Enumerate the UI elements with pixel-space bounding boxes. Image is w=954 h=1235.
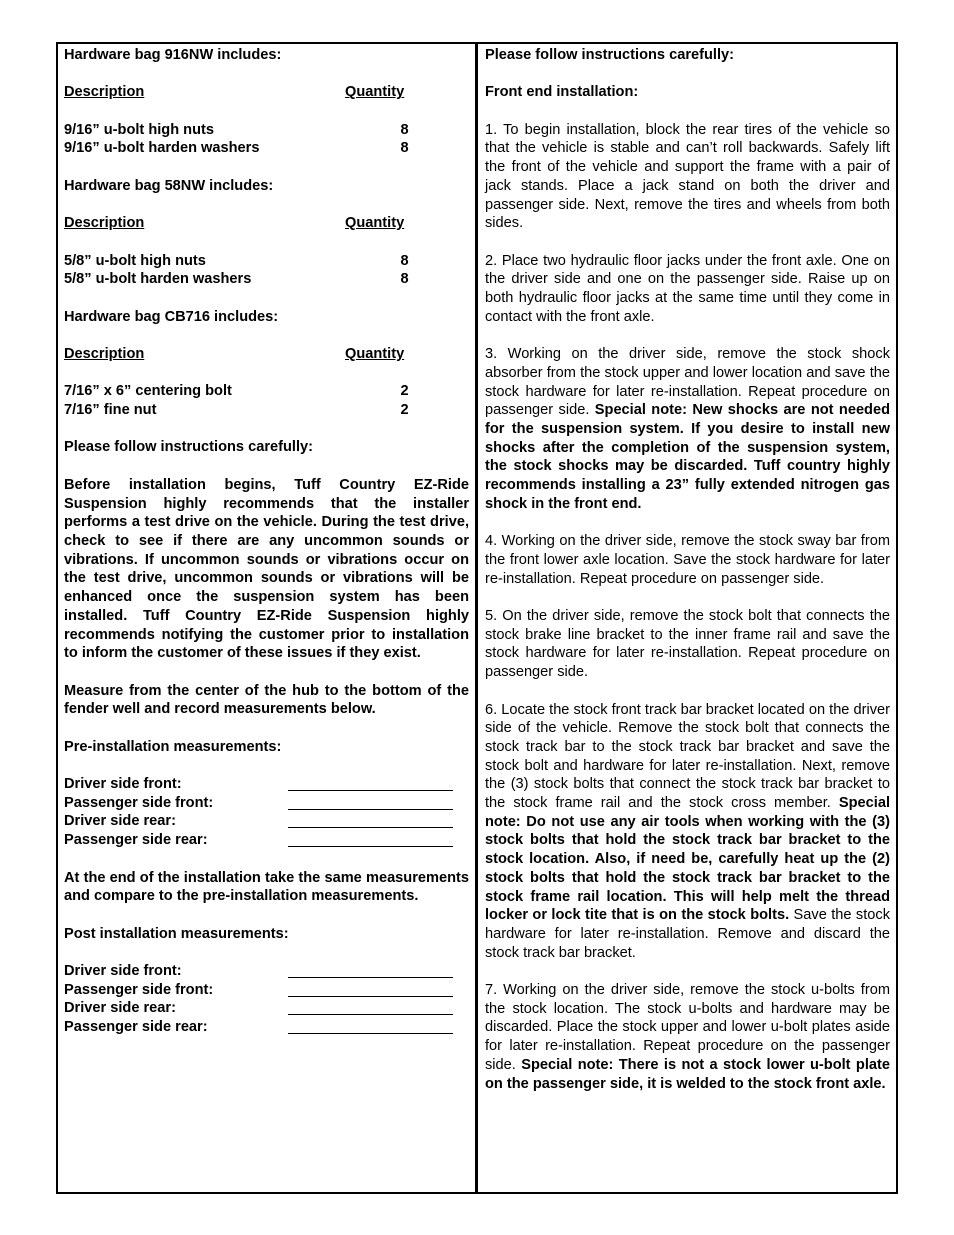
list-item: 7/16” fine nut 2 bbox=[64, 402, 409, 419]
step-3: 3. Working on the driver side, remove the stock shock absorber from the stock upper and lower location and save the stock hardware for later re-installation. Repeat procedure on passenger side. Special note: New shocks are not needed for the suspension system. If you desire to install new shocks after the completion of the suspension system, the stock shocks may be discarded. Tuff country highly recommends installing a 23” fully extended nitrogen gas shock in the front end. bbox=[485, 346, 890, 512]
follow-instructions-right: Please follow instructions carefully: bbox=[485, 47, 734, 63]
list-item: 9/16” u-bolt high nuts 8 bbox=[64, 121, 409, 138]
bag3-header: Description Quantity bbox=[64, 346, 405, 363]
measurement-field: Driver side front: bbox=[64, 962, 469, 981]
follow-instructions: Please follow instructions carefully: bbox=[64, 439, 313, 456]
step-2: 2. Place two hydraulic floor jacks under the front axle. One on the driver side and one on the passenger side. Raise up on both hydraulic floor jacks at the same time until they come in contact with the front axle. bbox=[485, 252, 890, 325]
bag2-title: Hardware bag 58NW includes: bbox=[64, 177, 274, 194]
list-item: 5/8” u-bolt harden washers 8 bbox=[64, 271, 409, 288]
list-item: 7/16” x 6” centering bolt 2 bbox=[64, 383, 409, 400]
blank-line[interactable] bbox=[288, 996, 453, 997]
measurement-field: Passenger side front: bbox=[64, 794, 469, 813]
measurement-field: Driver side rear: bbox=[64, 812, 469, 831]
blank-line[interactable] bbox=[288, 790, 453, 791]
pre-installation-title: Pre-installation measurements: bbox=[64, 738, 282, 755]
measurement-field: Passenger side front: bbox=[64, 981, 469, 1000]
blank-line[interactable] bbox=[288, 1033, 453, 1034]
blank-line[interactable] bbox=[288, 809, 453, 810]
step-6-special-note: Special note: Do not use any air tools when working with the (3) stock bolts that hold the stock track bar bracket to the stock location. Also, if need be, carefully heat up the (2) stock bolts that hold the stock track bar bracket to the stock frame rail location. This will help melt the thread locker or lock tite that is on the stock bolts. bbox=[485, 795, 890, 924]
blank-line[interactable] bbox=[288, 827, 453, 828]
bag1-desc-header: Description bbox=[64, 84, 145, 101]
bag3-title: Hardware bag CB716 includes: bbox=[64, 308, 279, 325]
right-column bbox=[485, 46, 890, 1093]
front-end-title: Front end installation: bbox=[485, 84, 639, 101]
step-1: 1. To begin installation, block the rear tires of the vehicle so that the vehicle is stable and can’t roll backwards. Safely lift the front of the vehicle and support the frame with a pair of jack stands. Place a jack stand on both the driver and passenger side. Next, remove the tires and wheels from both sides. bbox=[485, 121, 890, 232]
blank-line[interactable] bbox=[288, 1014, 453, 1015]
list-item: 5/8” u-bolt high nuts 8 bbox=[64, 252, 409, 269]
measure-paragraph: Measure from the center of the hub to the bottom of the fender well and record measurements below. bbox=[64, 682, 469, 718]
step-4: 4. Working on the driver side, remove the stock sway bar from the front lower axle location. Save the stock hardware for later re-installation. Repeat procedure on passenger side. bbox=[485, 533, 890, 587]
list-item: 9/16” u-bolt harden washers 8 bbox=[64, 140, 409, 157]
before-installation-paragraph: Before installation begins, Tuff Country EZ-Ride Suspension highly recommends that the installer performs a test drive on the vehicle. During the test drive, check to see if there are any uncommon sounds or vibrations. If uncommon sounds or vibrations occur on the test drive, uncommon sounds or vibrations will be enhanced once the suspension system has been installed. Tuff Country EZ-Ride Suspension highly recommends notifying the customer prior to installation to inform the customer of these issues if they exist. bbox=[64, 476, 469, 662]
step-6: 6. Locate the stock front track bar bracket located on the driver side of the vehicle. Remove the stock bolt that connects the stock track bar to the stock track bar bracket and save the stock bolt and hardware for later re-installation. Next, remove the (3) stock bolts that connect the stock track bar bracket to the stock frame rail and the stock cross member. Special note: Do not use any air tools when working with the (3) stock bolts that hold the stock track bar bracket to the stock location. Also, if need be, carefully heat up the (2) stock bolts that hold the stock track bar bracket to the stock frame rail location. This will help melt the thread locker or lock tite that is on the stock bolts. Save the stock hardware for later re-installation. Remove and discard the stock track bar bracket. bbox=[485, 701, 890, 961]
measurement-field: Passenger side rear: bbox=[64, 1018, 469, 1037]
bag2-header: Description Quantity bbox=[64, 215, 405, 232]
column-divider bbox=[475, 42, 478, 1194]
step-3-special-note: Special note: New shocks are not needed for the suspension system. If you desire to install new shocks after the completion of the suspension system, the stock shocks may be discarded. Tuff country highly recommends installing a 23” fully extended nitrogen gas shock in the front end. bbox=[485, 402, 890, 512]
measurement-field: Passenger side rear: bbox=[64, 831, 469, 850]
end-installation-paragraph: At the end of the installation take the same measurements and compare to the pre-installation measurements. bbox=[64, 869, 469, 905]
step-5: 5. On the driver side, remove the stock bolt that connects the stock brake line bracket to the inner frame rail and save the stock hardware for later re-installation. Repeat procedure on passenger side. bbox=[485, 608, 890, 681]
blank-line[interactable] bbox=[288, 846, 453, 847]
left-column bbox=[64, 46, 469, 1037]
measurement-field: Driver side front: bbox=[64, 775, 469, 794]
bag1-title: Hardware bag 916NW includes: bbox=[64, 47, 282, 63]
measurement-field: Driver side rear: bbox=[64, 999, 469, 1018]
step-7: 7. Working on the driver side, remove the stock u-bolts from the stock location. The stock u-bolts and hardware may be discarded. Place the stock upper and lower u-bolt plates aside for later re-installation. Repeat procedure on the passenger side. Special note: There is not a stock lower u-bolt plate on the passenger side, it is welded to the stock front axle. bbox=[485, 982, 890, 1092]
step-7-special-note: Special note: There is not a stock lower u-bolt plate on the passenger side, it is welded to the stock front axle. bbox=[485, 1056, 890, 1092]
bag1-qty-header: Quantity bbox=[345, 84, 405, 101]
blank-line[interactable] bbox=[288, 977, 453, 978]
bag1-header bbox=[64, 83, 469, 102]
post-installation-title: Post installation measurements: bbox=[64, 925, 289, 942]
